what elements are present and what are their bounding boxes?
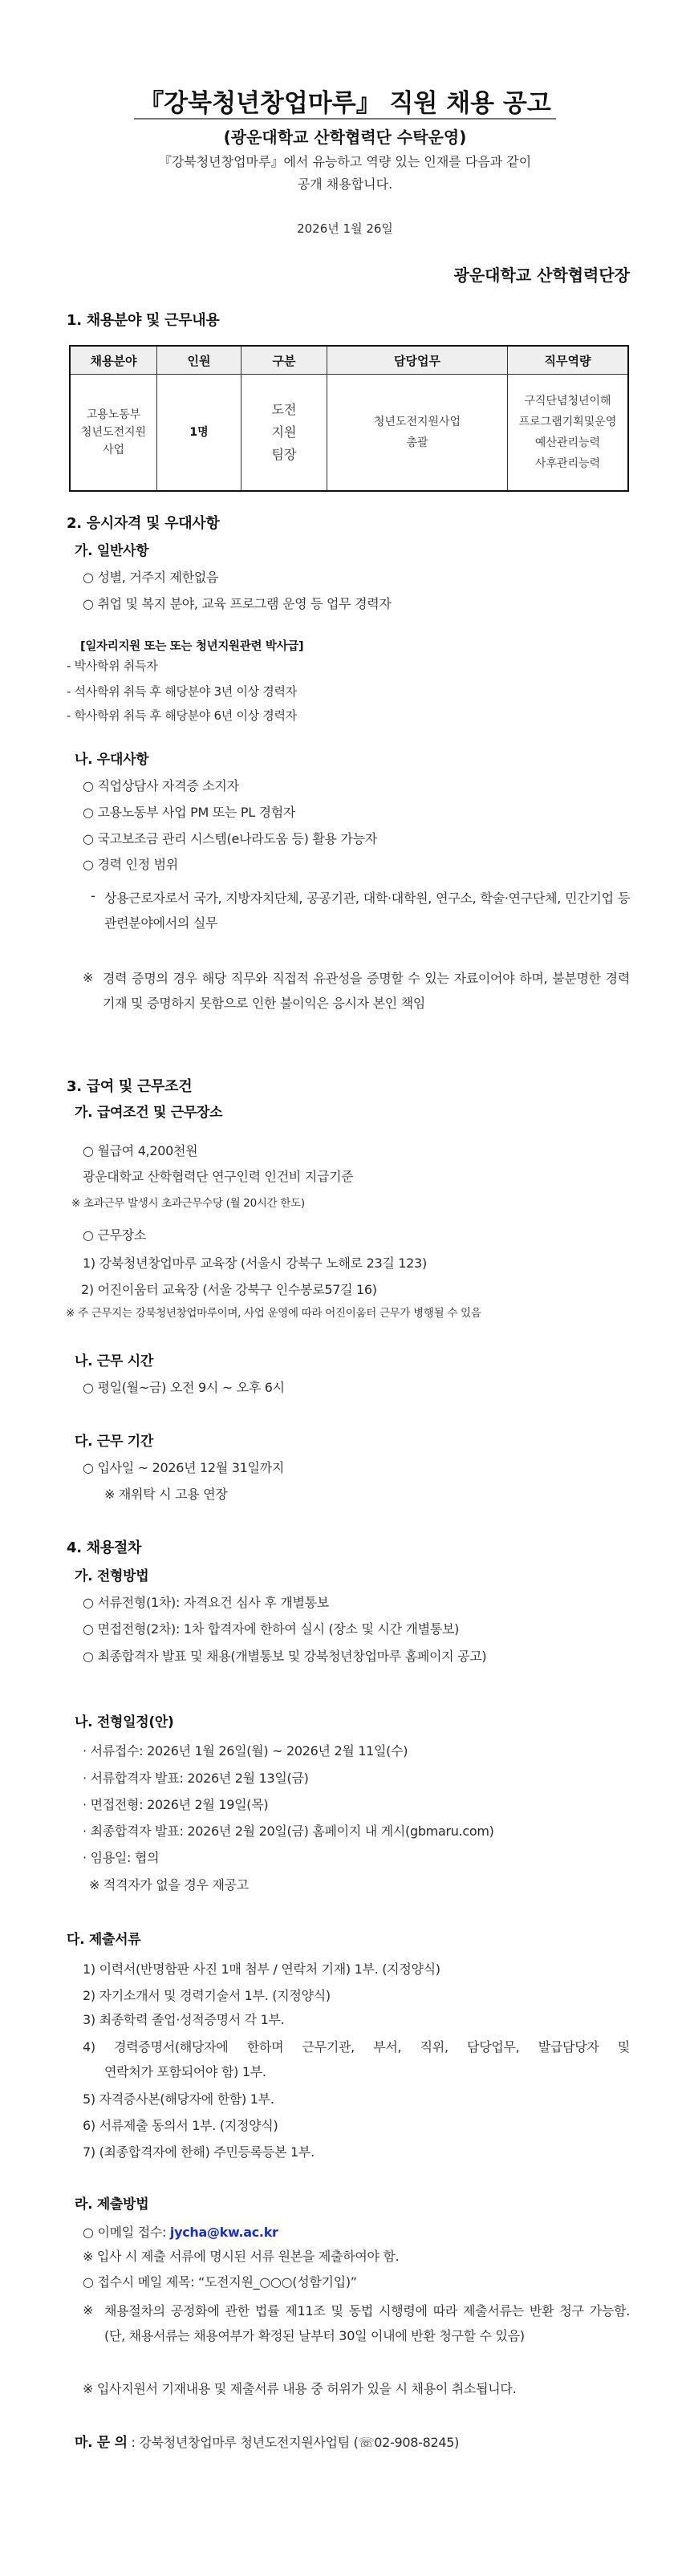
subsection-heading: 나. 근무 시간 [75,1353,154,1369]
list-item: - 학사학위 취득 후 해당분야 6년 이상 경력자 [67,708,297,723]
list-item: ○ 최종합격자 발표 및 채용(개별통보 및 강북청년창업마루 홈페이지 공고) [83,1649,487,1664]
schedule-item: · 서류접수: 2026년 1월 26일(월) ~ 2026년 2월 11일(수) [83,1743,408,1759]
subsection-heading: 나. 전형일정(안) [75,1714,174,1730]
salary: ○ 월급여 4,200천원 [83,1143,198,1158]
list-item: ○ 성별, 거주지 제한없음 [83,570,219,585]
cell-duty [327,375,508,492]
cell-line: 고용노동부 [86,408,141,421]
cell-competency [508,375,629,492]
table-row [70,375,628,492]
list-item: - 박사학위 취득자 [67,659,158,673]
subsection-heading: 가. 일반사항 [75,543,149,559]
list-item: ○ 서류전형(1차): 자격요건 심사 후 개별통보 [83,1595,329,1610]
email-link[interactable]: jycha@kw.ac.kr [169,2225,278,2240]
col-header: 인원 [157,346,242,375]
dash-marker: - [91,888,95,903]
section-1-heading: 1. 채용분야 및 근무내용 [67,312,220,329]
intro-line-2: 공개 채용합니다. [297,176,393,192]
cell-category [242,375,327,492]
original-docs-note: ※ 입사 시 제출 서류에 명시된 서류 원본을 제출하여야 함. [83,2249,400,2264]
cell-line: 구직단념청년이해 [524,395,611,408]
list-item: ○ 경력 인정 범위 [83,857,178,872]
signatory: 광운대학교 산학협력단장 [453,266,630,285]
col-header: 구분 [242,346,327,375]
col-header: 직무역량 [508,346,629,375]
note-mark: ※ [83,970,94,985]
schedule-item: · 임용일: 협의 [83,1850,160,1865]
section-3-heading: 3. 급여 및 근무조건 [67,1078,193,1095]
email-label: ○ 이메일 접수: [83,2225,170,2240]
cell-line: 프로그램기획및운영 [518,416,617,428]
document-item: 1) 이력서(반명함판 사진 1매 첨부 / 연락처 기재) 1부. (지정양식) [83,1961,440,1977]
page-title [0,88,690,119]
document-item: 6) 서류제출 동의서 1부. (지정양식) [83,2118,278,2133]
list-item: ○ 취업 및 복지 분야, 교육 프로그램 운영 등 업무 경력자 [83,596,392,611]
document-item: 4) 경력증명서(해당자에 한하며 근무기관, 부서, 직위, 담당업무, 발급담당자 및 [83,2039,630,2055]
schedule-item: · 최종합격자 발표: 2026년 2월 20일(금) 홈페이지 내 게시(gbmaru.com) [83,1823,494,1839]
document-item: 3) 최종학력 졸업·성적증명서 각 1부. [83,2012,285,2027]
document-item: 5) 자격증사본(해당자에 한함) 1부. [83,2091,274,2107]
col-header: 채용분야 [70,346,157,375]
list-item: ○ 고용노동부 사업 PM 또는 PL 경험자 [83,805,296,820]
note-mark: ※ [83,2302,94,2318]
period-note: ※ 재위탁 시 고용 연장 [104,1487,228,1502]
section-2-heading: 2. 응시자격 및 우대사항 [67,515,220,532]
work-hours: ○ 평일(월~금) 오전 9시 ~ 오후 6시 [83,1380,285,1395]
doctoral-criteria-heading: [일자리지원 또는 또는 청년지원관련 박사급] [80,640,304,653]
career-proof-note: 경력 증명의 경우 해당 직무와 직접적 유관성을 증명할 수 있는 자료이어야 하며, 불분명한 경력 기재 및 증명하지 못함으로 인한 불이익은 응시자 본인 책임 [103,971,630,1011]
mail-subject-format: ○ 접수시 메일 제목: “도전지원_○○○(성함기입)” [83,2274,357,2290]
contact-line [75,2434,459,2452]
document-item: 2) 자기소개서 및 경력기술서 1부. (지정양식) [83,1988,331,2003]
career-range-text: 상용근로자로서 국가, 지방자치단체, 공공기관, 대학·대학원, 연구소, 학술·연구단체, 민간기업 등 관련분야에서의 실무 [104,890,630,931]
overtime-note: ※ 초과근무 발생시 초과근무수당 (월 20시간 한도) [71,1197,305,1210]
list-item: - 석사학위 취득 후 해당분야 3년 이상 경력자 [67,684,297,699]
subsection-heading: 나. 우대사항 [75,752,149,768]
cell-line: 사후관리능력 [534,457,601,470]
cell-line: 지원 [271,424,297,440]
list-item: 1) 강북청년창업마루 교육장 (서울시 강북구 노해로 23길 123) [83,1256,427,1271]
salary-basis: 광운대학교 산학협력단 연구인력 인건비 지급기준 [83,1169,354,1184]
recruitment-table [69,345,629,492]
document-item-continued: 연락처가 포함되어야 함) 1부. [104,2064,266,2079]
subsection-heading: 가. 급여조건 및 근무장소 [75,1105,223,1121]
title-text: 『강북청년창업마루』 직원 채용 공고 [134,89,556,120]
list-item: ○ 직업상담사 자격증 소지자 [83,778,239,793]
list-item: ○ 국고보조금 관리 시스템(e나라도움 등) 활용 가능자 [83,831,377,846]
page-subtitle: (광운대학교 산학협력단 수탁운영) [223,128,467,147]
subsection-heading: 다. 제출서류 [67,1932,141,1948]
cell-line: 도전 [271,402,297,417]
announcement-date: 2026년 1월 26일 [297,221,393,236]
schedule-item: · 면접전형: 2026년 2월 19일(목) [83,1797,269,1812]
schedule-item: · 서류합격자 발표: 2026년 2월 13일(금) [83,1771,309,1786]
document-return-note: 채용절차의 공정화에 관한 법률 제11조 및 동법 시행령에 따라 제출서류는 반환 청구 가능함. (단, 채용서류는 채용여부가 확정된 날부터 30일 이내에 반환 청구할 수 있음) [104,2303,630,2343]
false-info-note: ※ 입사지원서 기재내용 및 제출서류 내용 중 허위가 있을 시 채용이 취소됩니다. [83,2381,517,2396]
subsection-heading: 다. 근무 기간 [75,1434,154,1450]
email-submission [83,2224,278,2241]
schedule-note: ※ 적격자가 없을 경우 재공고 [89,1877,249,1892]
workplace-note: ※ 주 근무지는 강북청년창업마루이며, 사업 운영에 따라 어진이움터 근무가 병행될 수 있음 [66,1307,481,1320]
list-item: ○ 근무장소 [83,1227,147,1243]
intro-line-1: 『강북청년창업마루』에서 유능하고 역량 있는 인재를 다음과 같이 [158,154,532,169]
document-item: 7) (최종합격자에 한해) 주민등록등본 1부. [83,2144,315,2160]
cell-line: 팀장 [271,447,297,462]
col-header: 담당업무 [327,346,508,375]
cell-line: 청년도전지원사업 [373,416,461,428]
cell-field [70,375,157,492]
work-period: ○ 입사일 ~ 2026년 12월 31일까지 [83,1460,284,1475]
list-item: 2) 어진이움터 교육장 (서울 강북구 인수봉로57길 16) [81,1282,377,1297]
cell-line: 총괄 [406,436,428,449]
list-item: ○ 면접전형(2차): 1차 합격자에 한하여 실시 (장소 및 시간 개별통보) [83,1621,460,1637]
cell-count: 1명 [157,375,242,492]
subsection-heading: 가. 전형방법 [75,1568,149,1584]
contact-text: : 강북청년창업마루 청년도전지원사업팀 (☏02-908-8245) [127,2435,460,2450]
contact-heading: 마. 문 의 [75,2435,128,2451]
cell-line: 예산관리능력 [534,436,601,449]
subsection-heading: 라. 제출방법 [75,2197,149,2213]
cell-line: 청년도전지원 [80,426,147,439]
table-header-row [70,346,628,375]
section-4-heading: 4. 채용절차 [67,1540,142,1556]
cell-line: 사업 [102,444,125,456]
